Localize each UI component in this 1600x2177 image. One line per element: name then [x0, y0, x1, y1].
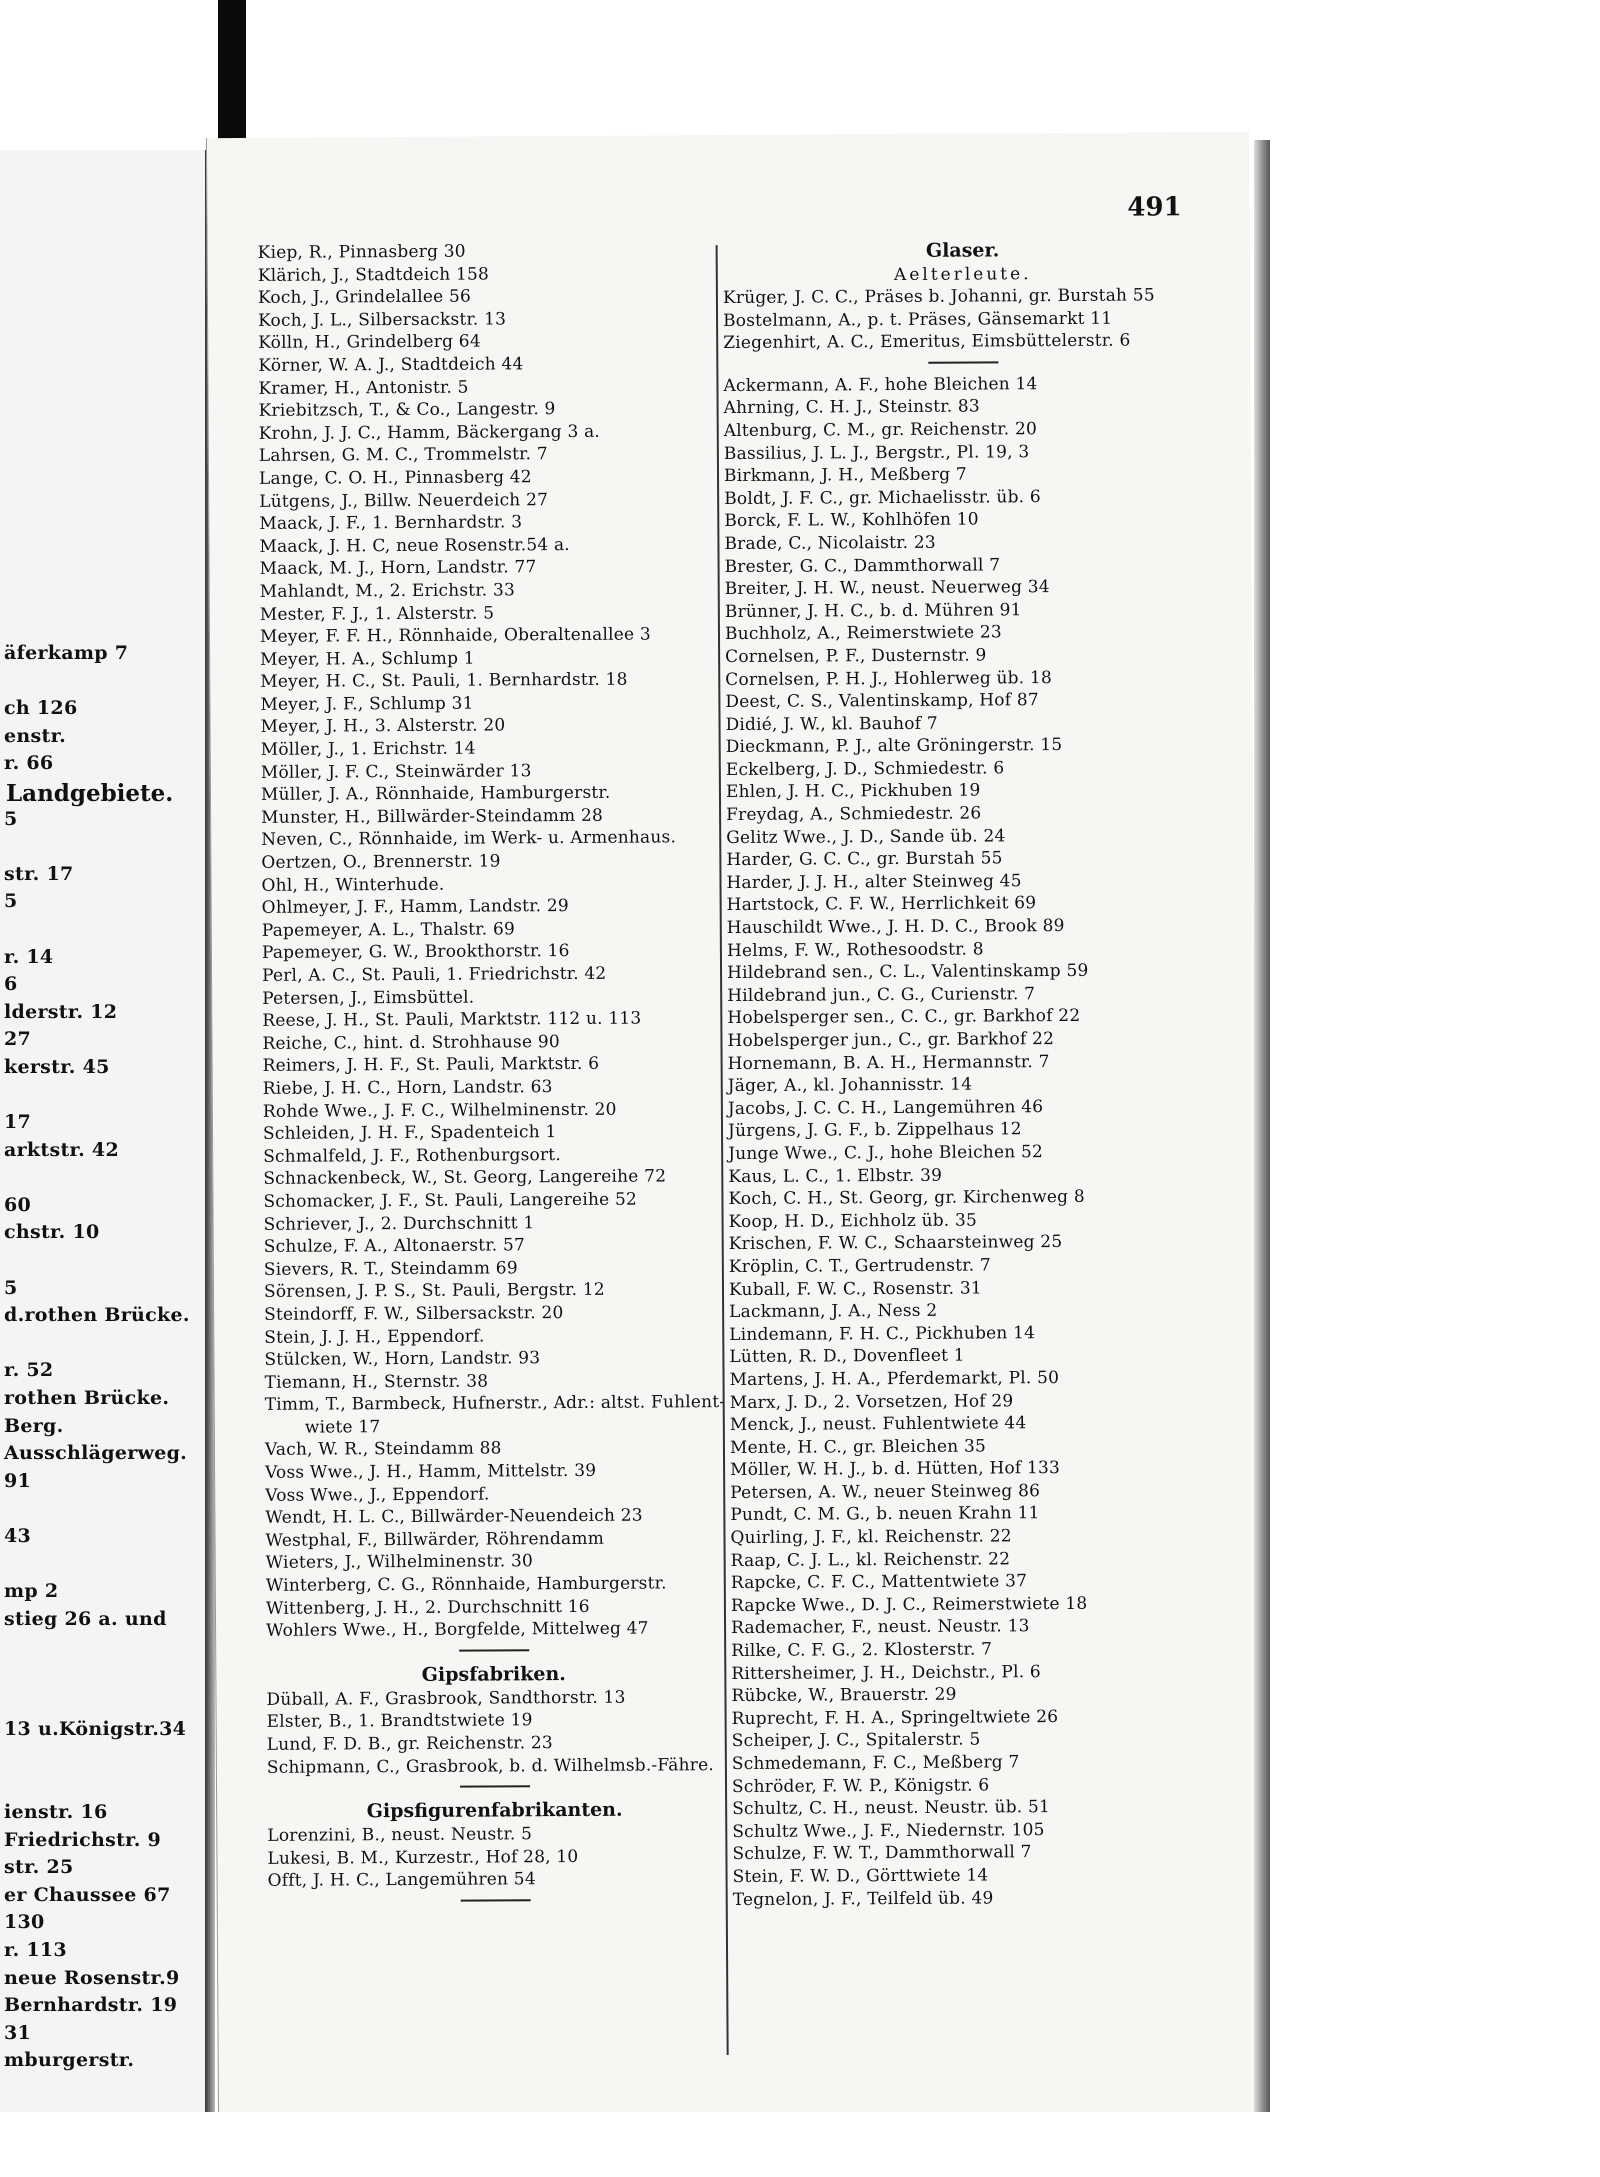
- directory-entry: Klärich, J., Stadtdeich 158: [257, 264, 490, 286]
- left-page-line: 5: [4, 890, 18, 913]
- left-page-line: [4, 1771, 204, 1799]
- directory-entry: Boldt, J. F. C., gr. Michaelisstr. üb. 6: [724, 486, 1041, 509]
- section-title-gipsfabriken: Gipsfabriken.: [421, 1662, 566, 1686]
- directory-entry: Maack, J. H. C, neue Rosenstr.54 a.: [259, 534, 570, 557]
- glaser-list: [723, 372, 1212, 1911]
- left-page-line: Bernhardstr. 19: [4, 1994, 178, 2017]
- left-page-line: r. 52: [4, 1359, 54, 1382]
- left-page-line: 130: [4, 1911, 45, 1934]
- directory-entry: Meyer, H. C., St. Pauli, 1. Bernhardstr. 18: [260, 669, 628, 693]
- left-page-line: [4, 1744, 204, 1772]
- directory-entry: Schnackenbeck, W., St. Georg, Langereihe 72: [263, 1166, 667, 1190]
- directory-entry: Hobelsperger sen., C. C., gr. Barkhof 22: [727, 1006, 1081, 1029]
- directory-entry: Junge Wwe., C. J., hohe Bleichen 52: [728, 1142, 1044, 1165]
- left-page-line: kerstr. 45: [4, 1055, 110, 1078]
- directory-entry: Winterberg, C. G., Rönnhaide, Hamburgerstr.: [265, 1573, 667, 1596]
- directory-entry: Lund, F. D. B., gr. Reichenstr. 23: [266, 1733, 553, 1755]
- directory-entry: Rapcke, C. F. C., Mattentwiete 37: [730, 1571, 1028, 1594]
- directory-entry: Jürgens, J. G. F., b. Zippelhaus 12: [727, 1119, 1022, 1142]
- directory-entry: Lackmann, J. A., Ness 2: [729, 1300, 938, 1323]
- left-page-lines: [4, 640, 204, 2075]
- section-subtitle-aelterleute: Aelterleute.: [893, 264, 1032, 286]
- gipsfiguren-list: [267, 1822, 722, 1893]
- directory-entry: Ohlmeyer, J. F., Hamm, Landstr. 29: [261, 896, 569, 919]
- directory-entry: Mente, H. C., gr. Bleichen 35: [729, 1436, 987, 1458]
- left-page-line: [4, 1633, 204, 1661]
- directory-entry: Steindorff, F. W., Silbersackstr. 20: [264, 1302, 564, 1325]
- left-page-line: 60: [4, 1193, 32, 1216]
- directory-entry: Meyer, J. F., Schlump 31: [260, 693, 474, 715]
- directory-entry: Lange, C. O. H., Pinnasberg 42: [258, 467, 532, 489]
- left-page-line: mburgerstr.: [4, 2049, 135, 2072]
- left-page-line: chstr. 10: [4, 1221, 100, 1244]
- directory-entry: Brünner, J. H. C., b. d. Mühren 91: [724, 599, 1022, 622]
- left-page-line: r. 66: [4, 752, 54, 775]
- directory-entry: Vach, W. R., Steindamm 88: [264, 1438, 502, 1461]
- page-number: 491: [1127, 192, 1182, 223]
- directory-entry: Koch, J. L., Silbersackstr. 13: [258, 309, 507, 331]
- directory-entry: Krohn, J. J. C., Hamm, Bäckergang 3 a.: [258, 421, 601, 444]
- section-title-glaser: Glaser.: [925, 239, 1000, 262]
- directory-entry: Offt, J. H. C., Langemühren 54: [267, 1869, 536, 1892]
- left-page-line: str. 17: [4, 862, 74, 885]
- left-page-line: Friedrichstr. 9: [4, 1828, 162, 1851]
- directory-entry: Rohde Wwe., J. F. C., Wilhelminenstr. 20: [262, 1099, 617, 1122]
- directory-entry: Ohl, H., Winterhude.: [261, 874, 445, 896]
- left-page-line: äferkamp 7: [4, 642, 129, 664]
- directory-entry: Hobelsperger jun., C., gr. Barkhof 22: [727, 1029, 1055, 1052]
- directory-entry: Möller, W. H. J., b. d. Hütten, Hof 133: [730, 1458, 1061, 1481]
- directory-entry: Schultz Wwe., J. F., Niedernstr. 105: [732, 1819, 1045, 1842]
- page-edge: [1254, 140, 1270, 2120]
- directory-entry: Breiter, J. H. W., neust. Neuerweg 34: [724, 577, 1050, 600]
- directory-entry: Wohlers Wwe., H., Borgfelde, Mittelweg 47: [266, 1618, 649, 1642]
- directory-entry: Hildebrand jun., C. G., Curienstr. 7: [727, 983, 1036, 1006]
- directory-entry: Koch, C. H., St. Georg, gr. Kirchenweg 8: [728, 1187, 1085, 1210]
- directory-entry: Lütten, R. D., Dovenfleet 1: [729, 1345, 965, 1368]
- left-page-line: 17: [4, 1111, 32, 1134]
- directory-entry: Ehlen, J. H. C., Pickhuben 19: [725, 780, 981, 803]
- directory-entry: Hornemann, B. A. H., Hermannstr. 7: [727, 1051, 1050, 1074]
- directory-entry: Kuball, F. W. C., Rosenstr. 31: [728, 1278, 982, 1300]
- directory-entry: Raap, C. J. L., kl. Reichenstr. 22: [730, 1548, 1011, 1571]
- directory-entry: Stein, F. W. D., Görttwiete 14: [732, 1865, 989, 1887]
- directory-entry: Rapcke Wwe., D. J. C., Reimerstwiete 18: [730, 1593, 1088, 1616]
- directory-entry: Lindemann, F. H. C., Pickhuben 14: [729, 1322, 1036, 1345]
- left-page-line: mp 2: [4, 1580, 59, 1603]
- directory-entry: Brade, C., Nicolaistr. 23: [724, 532, 936, 554]
- directory-entry: Kaus, L. C., 1. Elbstr. 39: [728, 1165, 943, 1187]
- left-page-line: Berg.: [4, 1414, 64, 1437]
- left-page-line: er Chaussee 67: [4, 1883, 171, 1906]
- directory-entry: Kölln, H., Grindelberg 64: [258, 331, 481, 354]
- directory-entry: Deest, C. S., Valentinskamp, Hof 87: [725, 690, 1039, 713]
- left-page-line: ienstr. 16: [4, 1800, 108, 1823]
- directory-entry: Sievers, R. T., Steindamm 69: [263, 1258, 518, 1280]
- section-rule: [460, 1899, 530, 1901]
- left-column: [257, 239, 726, 1913]
- directory-entry: Elster, B., 1. Brandtstwiete 19: [266, 1710, 533, 1733]
- section-rule: [928, 361, 998, 363]
- directory-entry: Sörensen, J. P. S., St. Pauli, Bergstr. 12: [263, 1280, 605, 1303]
- directory-entry: Schulze, F. A., Altonaerstr. 57: [263, 1235, 526, 1257]
- directory-entry: Gelitz Wwe., J. D., Sande üb. 24: [726, 825, 1006, 848]
- left-page-line: enstr.: [4, 724, 67, 747]
- left-page-line: Ausschlägerweg.: [4, 1442, 188, 1465]
- directory-entry: Lukesi, B. M., Kurzestr., Hof 28, 10: [267, 1846, 579, 1869]
- directory-entry: Wieters, J., Wilhelminenstr. 30: [265, 1551, 534, 1574]
- directory-entry: Hauschildt Wwe., J. H. D. C., Brook 89: [726, 916, 1065, 939]
- left-entries-list: [257, 239, 726, 1643]
- left-page-line: r. 14: [4, 945, 54, 968]
- directory-entry: Kramer, H., Antonistr. 5: [258, 377, 469, 399]
- gipsfabriken-list: [266, 1686, 722, 1779]
- left-page-line: [4, 1164, 204, 1192]
- directory-entry: Schröder, F. W. P., Königstr. 6: [731, 1775, 990, 1797]
- directory-entry: Müller, J. A., Rönnhaide, Hamburgerstr.: [260, 782, 611, 806]
- directory-entry: Eckelberg, J. D., Schmiedestr. 6: [725, 758, 1005, 780]
- left-page-line: neue Rosenstr.9: [4, 1966, 180, 1989]
- directory-entry: Petersen, J., Eimsbüttel.: [262, 987, 475, 1009]
- directory-entry: Dieckmann, P. J., alte Gröningerstr. 15: [725, 735, 1063, 758]
- left-page-line: 5: [4, 1276, 18, 1299]
- left-page-line: 91: [4, 1469, 32, 1492]
- left-page-line: ch 126: [4, 697, 78, 720]
- directory-entry: Riebe, J. H. C., Horn, Landstr. 63: [262, 1077, 553, 1099]
- directory-entry: Meyer, H. A., Schlump 1: [260, 648, 475, 670]
- directory-entry: Wittenberg, J. H., 2. Durchschnitt 16: [265, 1596, 590, 1619]
- directory-entry: Munster, H., Billwärder-Steindamm 28: [261, 805, 604, 828]
- left-page-line: 43: [4, 1525, 32, 1547]
- directory-entry: Harder, J. J. H., alter Steinweg 45: [726, 871, 1022, 893]
- directory-entry: Helms, F. W., Rothesoodstr. 8: [726, 939, 984, 961]
- directory-entry: Ruprecht, F. H. A., Springeltwiete 26: [731, 1706, 1059, 1729]
- directory-entry: Bassilius, J. L. J., Bergstr., Pl. 19, 3: [723, 441, 1030, 464]
- directory-entry: Schipmann, C., Grasbrook, b. d. Wilhelmsb.-Fähre.: [266, 1754, 714, 1778]
- directory-entry: Birkmann, J. H., Meßberg 7: [723, 464, 967, 487]
- directory-entry: Rübcke, W., Brauerstr. 29: [731, 1684, 957, 1707]
- directory-entry: Oertzen, O., Brennerstr. 19: [261, 851, 501, 873]
- left-page-line: 31: [4, 2021, 32, 2044]
- directory-entry: Neven, C., Rönnhaide, im Werk- u. Armenhaus.: [261, 827, 677, 851]
- directory-entry: Reiche, C., hint. d. Strohhause 90: [262, 1031, 560, 1054]
- left-page-fragment: [0, 150, 208, 2120]
- directory-entry: Voss Wwe., J., Eppendorf.: [265, 1484, 490, 1506]
- directory-entry: Kriebitzsch, T., & Co., Langestr. 9: [258, 399, 556, 422]
- directory-entry: Koop, H. D., Eichholz üb. 35: [728, 1210, 978, 1232]
- section-title-gipsfiguren: Gipsfigurenfabrikanten.: [366, 1798, 623, 1823]
- directory-entry: Schriever, J., 2. Durchschnitt 1: [263, 1212, 535, 1235]
- directory-entry: Lorenzini, B., neust. Neustr. 5: [267, 1824, 533, 1847]
- directory-entry: Ackermann, A. F., hohe Bleichen 14: [723, 373, 1038, 396]
- directory-entry: Kiep, R., Pinnasberg 30: [257, 241, 466, 263]
- directory-entry: Quirling, J. F., kl. Reichenstr. 22: [730, 1526, 1012, 1549]
- directory-entry: Wendt, H. L. C., Billwärder-Neuendeich 23: [265, 1505, 643, 1529]
- directory-entry: Timm, T., Barmbeck, Hufnerstr., Adr.: altst. Fuhlent-: [264, 1392, 726, 1416]
- directory-entry: Jäger, A., kl. Johannisstr. 14: [727, 1074, 973, 1097]
- directory-entry: Schmalfeld, J. F., Rothenburgsort.: [263, 1144, 561, 1167]
- left-page-line: [4, 1082, 204, 1110]
- left-page-line: arktstr. 42: [4, 1138, 119, 1161]
- directory-entry: Düball, A. F., Grasbrook, Sandthorstr. 13: [266, 1687, 626, 1710]
- left-page-line: lderstr. 12: [4, 1000, 118, 1023]
- elder-entry: Krüger, J. C. C., Präses b. Johanni, gr. Burstah 55: [722, 285, 1155, 309]
- left-page-line: 6: [4, 973, 18, 996]
- left-page-line: 5: [4, 807, 18, 830]
- left-page-line: [4, 916, 204, 944]
- directory-entry: Mahlandt, M., 2. Erichstr. 33: [259, 580, 516, 602]
- left-page-line: [4, 1689, 204, 1717]
- directory-entry: Tiemann, H., Sternstr. 38: [264, 1371, 489, 1393]
- directory-entry: Schmedemann, F. C., Meßberg 7: [731, 1752, 1020, 1775]
- left-page-line: r. 113: [4, 1938, 67, 1961]
- left-page-line: [4, 1495, 204, 1523]
- directory-entry: Reimers, J. H. F., St. Pauli, Marktstr. 6: [262, 1054, 600, 1077]
- directory-entry: Menck, J., neust. Fuhlentwiete 44: [729, 1413, 1027, 1436]
- directory-entry: Pundt, C. M. G., b. neuen Krahn 11: [730, 1503, 1040, 1526]
- directory-entry: Möller, J. F. C., Steinwärder 13: [260, 760, 532, 783]
- left-page-line: d.rothen Brücke.: [4, 1304, 190, 1327]
- directory-entry: Brester, G. C., Dammthorwall 7: [724, 554, 1001, 577]
- directory-entry: Voss Wwe., J. H., Hamm, Mittelstr. 39: [265, 1460, 597, 1483]
- directory-entry: Lahrsen, G. M. C., Trommelstr. 7: [258, 444, 548, 467]
- directory-entry: Rilke, C. F. G., 2. Klosterstr. 7: [731, 1639, 993, 1662]
- directory-entry: Harder, G. C. C., gr. Burstah 55: [726, 848, 1003, 871]
- left-page-line: 27: [4, 1028, 32, 1051]
- left-page-line: [4, 1551, 204, 1579]
- left-page-line: [4, 778, 204, 806]
- directory-entry: Hildebrand sen., C. L., Valentinskamp 59: [726, 961, 1089, 984]
- left-page-line: [4, 668, 204, 696]
- directory-entry: Cornelsen, P. H. J., Hohlerweg üb. 18: [725, 667, 1053, 690]
- section-rule: [460, 1785, 530, 1787]
- directory-entry: Rittersheimer, J. H., Deichstr., Pl. 6: [731, 1661, 1041, 1684]
- directory-entry: Perl, A. C., St. Pauli, 1. Friedrichstr. 42: [262, 963, 607, 986]
- directory-entry: Lütgens, J., Billw. Neuerdeich 27: [259, 489, 549, 512]
- directory-entry: Scheiper, J. C., Spitalerstr. 5: [731, 1729, 981, 1752]
- directory-entry: Papemeyer, G. W., Brookthorstr. 16: [261, 941, 570, 964]
- left-page-line: stieg 26 a. und: [4, 1607, 167, 1630]
- directory-entry: Ahrning, C. H. J., Steinstr. 83: [723, 396, 980, 419]
- elder-entry: Ziegenhirt, A. C., Emeritus, Eimsbüttelerstr. 6: [723, 330, 1131, 354]
- right-column: [723, 236, 1213, 1911]
- directory-entry: Rademacher, F., neust. Neustr. 13: [730, 1616, 1030, 1639]
- left-page-line: str. 25: [4, 1856, 74, 1879]
- directory-entry: Möller, J., 1. Erichstr. 14: [260, 738, 476, 760]
- directory-page: [206, 132, 1261, 2123]
- directory-entry: Kröplin, C. T., Gertrudenstr. 7: [728, 1255, 991, 1277]
- elders-list: [723, 284, 1203, 355]
- directory-entry: Stein, J. J. H., Eppendorf.: [264, 1326, 485, 1348]
- directory-entry: Buchholz, A., Reimerstwiete 23: [724, 622, 1002, 645]
- directory-entry: Papemeyer, A. L., Thalstr. 69: [261, 919, 516, 941]
- directory-entry: Jacobs, J. C. C. H., Langemühren 46: [727, 1096, 1044, 1119]
- directory-entry: Körner, W. A. J., Stadtdeich 44: [258, 354, 524, 376]
- directory-entry: Maack, J. F., 1. Bernhardstr. 3: [259, 512, 523, 535]
- directory-entry: Meyer, J. H., 3. Alsterstr. 20: [260, 715, 506, 738]
- directory-entry: Schleiden, J. H. F., Spadenteich 1: [262, 1122, 557, 1145]
- elder-entry: Bostelmann, A., p. t. Präses, Gänsemarkt 11: [723, 308, 1113, 331]
- directory-entry: Altenburg, C. M., gr. Reichenstr. 20: [723, 419, 1038, 442]
- left-page-line: [4, 1330, 204, 1358]
- left-page-line: [4, 1661, 204, 1689]
- scan-margin-bottom: [0, 2112, 1600, 2177]
- left-page-line: rothen Brücke.: [4, 1387, 170, 1410]
- directory-entry: Krischen, F. W. C., Schaarsteinweg 25: [728, 1232, 1063, 1255]
- directory-entry: Stülcken, W., Horn, Landstr. 93: [264, 1348, 541, 1370]
- directory-entry: Meyer, F. F. H., Rönnhaide, Oberaltenallee 3: [259, 624, 651, 647]
- directory-entry: Martens, J. H. A., Pferdemarkt, Pl. 50: [729, 1367, 1060, 1390]
- left-page-line: 13 u.Königstr.34: [4, 1718, 187, 1741]
- directory-entry: Marx, J. D., 2. Vorsetzen, Hof 29: [729, 1390, 1014, 1413]
- directory-entry: Freydag, A., Schmiedestr. 26: [726, 803, 982, 826]
- directory-entry: Schulze, F. W. T., Dammthorwall 7: [732, 1842, 1032, 1865]
- left-page-line: [4, 1247, 204, 1275]
- directory-entry: Mester, F. J., 1. Alsterstr. 5: [259, 602, 495, 625]
- directory-entry: Schomacker, J. F., St. Pauli, Langereihe 52: [263, 1189, 638, 1212]
- directory-entry: Petersen, A. W., neuer Steinweg 86: [730, 1481, 1041, 1503]
- left-page-line: [4, 833, 204, 861]
- directory-entry: Reese, J. H., St. Pauli, Marktstr. 112 u. 113: [262, 1008, 642, 1032]
- left-page-heading: Landgebiete.: [6, 780, 174, 807]
- directory-entry: Westphal, F., Billwärder, Röhrendamm: [265, 1528, 605, 1551]
- directory-entry: Maack, M. J., Horn, Landstr. 77: [259, 557, 537, 580]
- directory-entry: Koch, J., Grindelallee 56: [257, 286, 472, 309]
- directory-entry: wiete 17: [304, 1417, 381, 1438]
- directory-entry: Hartstock, C. F. W., Herrlichkeit 69: [726, 893, 1037, 916]
- directory-entry: Cornelsen, P. F., Dusternstr. 9: [725, 645, 987, 667]
- directory-entry: Schultz, C. H., neust. Neustr. üb. 51: [732, 1797, 1051, 1820]
- directory-entry: Didié, J. W., kl. Bauhof 7: [725, 713, 938, 735]
- section-rule: [459, 1649, 529, 1651]
- directory-entry: Tegnelon, J. F., Teilfeld üb. 49: [732, 1887, 994, 1910]
- directory-entry: Borck, F. L. W., Kohlhöfen 10: [724, 509, 979, 532]
